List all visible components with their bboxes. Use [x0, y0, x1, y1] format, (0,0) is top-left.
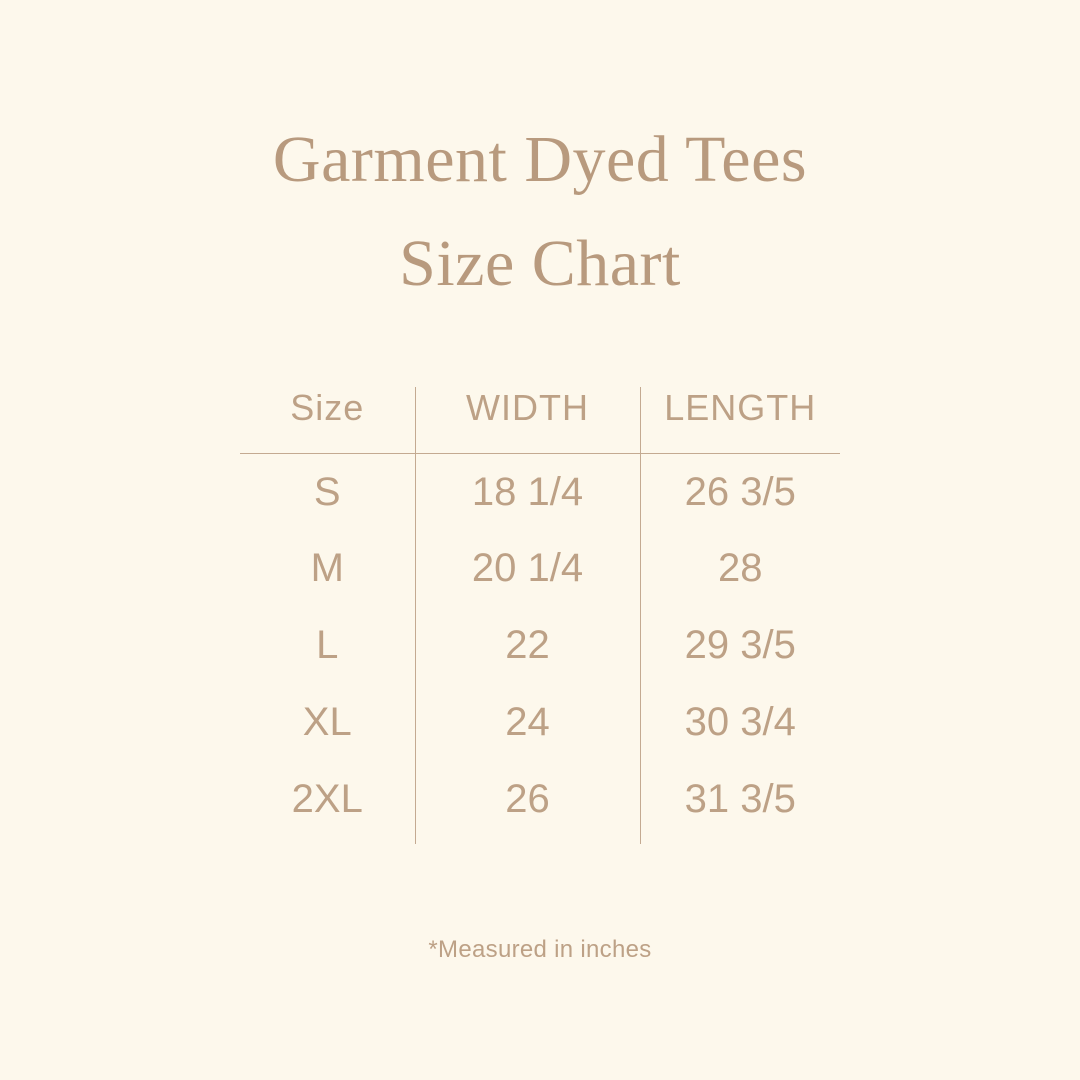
- table-row: [240, 607, 840, 684]
- cell-width: 26: [415, 761, 640, 844]
- size-table: [240, 387, 840, 844]
- page-title-line-1: Garment Dyed Tees: [272, 123, 808, 196]
- cell-length: 29 3/5: [684, 623, 796, 668]
- table-row: [240, 530, 840, 607]
- cell-width: 22: [415, 607, 640, 684]
- cell-size: S: [313, 469, 341, 514]
- column-header-size: Size: [290, 386, 365, 428]
- cell-length: 30 3/4: [684, 699, 796, 744]
- size-table-container: [240, 387, 840, 844]
- size-table-head: [240, 387, 840, 454]
- cell-length: 28: [718, 546, 763, 591]
- column-header-length: LENGTH: [664, 386, 817, 428]
- table-row: [240, 761, 840, 844]
- cell-size: L: [316, 623, 339, 668]
- measurement-footnote: *Measured in inches: [428, 935, 652, 963]
- column-header-width: WIDTH: [415, 387, 640, 454]
- cell-length: 26 3/5: [684, 469, 796, 514]
- cell-width: 18 1/4: [415, 453, 640, 530]
- cell-size: XL: [302, 699, 352, 744]
- cell-size: 2XL: [291, 776, 363, 821]
- cell-width: 24: [415, 684, 640, 761]
- size-table-body: [240, 453, 840, 843]
- cell-length: 31 3/5: [684, 776, 796, 821]
- table-row: [240, 453, 840, 530]
- table-header-row: [240, 387, 840, 454]
- page-title-line-2: Size Chart: [399, 227, 681, 301]
- page-title: [273, 108, 807, 317]
- table-row: [240, 684, 840, 761]
- cell-size: M: [310, 546, 344, 591]
- cell-width: 20 1/4: [415, 530, 640, 607]
